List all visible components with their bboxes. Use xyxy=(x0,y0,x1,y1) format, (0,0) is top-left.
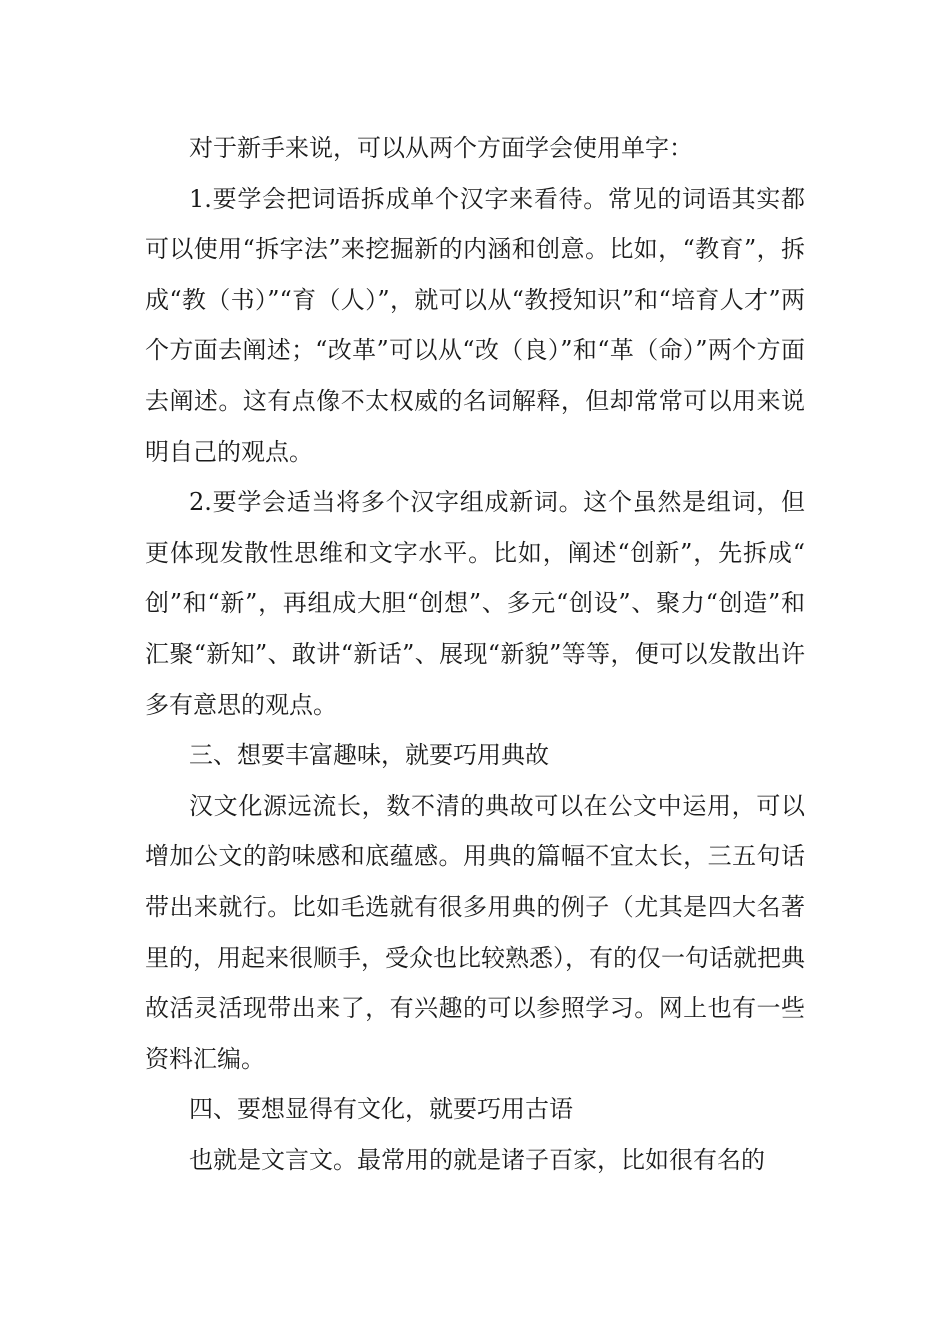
section-heading-4: 四、要想显得有文化，就要巧用古语 xyxy=(189,1095,573,1124)
paragraph-classical: 也就是文言文。最常用的就是诸子百家，比如很有名的 xyxy=(189,1145,765,1174)
paragraph-point-2: 2.要学会适当将多个汉字组成新词。这个虽然是组词，但更体现发散性思维和文字水平。比如，阐述“创新”，先拆成“创”和“新”，再组成大胆“创想”、多元“创设”、聚力“创造”和汇聚“新知”、敢讲“新话”、展现“新貌”等等，便可以发散出许多有意思的观点。 xyxy=(145,488,805,719)
paragraph-allusions: 汉文化源远流长，数不清的典故可以在公文中运用，可以增加公文的韵味感和底蕴感。用典的篇幅不宜太长，三五句话带出来就行。比如毛选就有很多用典的例子（尤其是四大名著里的，用起来很顺手，受众也比较熟悉），有的仅一句话就把典故活灵活现带出来了，有兴趣的可以参照学习。网上也有一些资料汇编。 xyxy=(145,791,805,1073)
section-heading-3: 三、想要丰富趣味，就要巧用典故 xyxy=(189,741,549,770)
paragraph-intro: 对于新手来说，可以从两个方面学会使用单字： xyxy=(189,134,693,162)
document-body xyxy=(145,123,805,1185)
paragraph-point-1: 1.要学会把词语拆成单个汉字来看待。常见的词语其实都可以使用“拆字法”来挖掘新的内涵和创意。比如，“教育”，拆成“教（书）”“育（人）”，就可以从“教授知识”和“培育人才”两个方面去阐述；“改革”可以从“改（良）”和“革（命）”两个方面去阐述。这有点像不太权威的名词解释，但却常常可以用来说明自己的观点。 xyxy=(145,184,805,466)
